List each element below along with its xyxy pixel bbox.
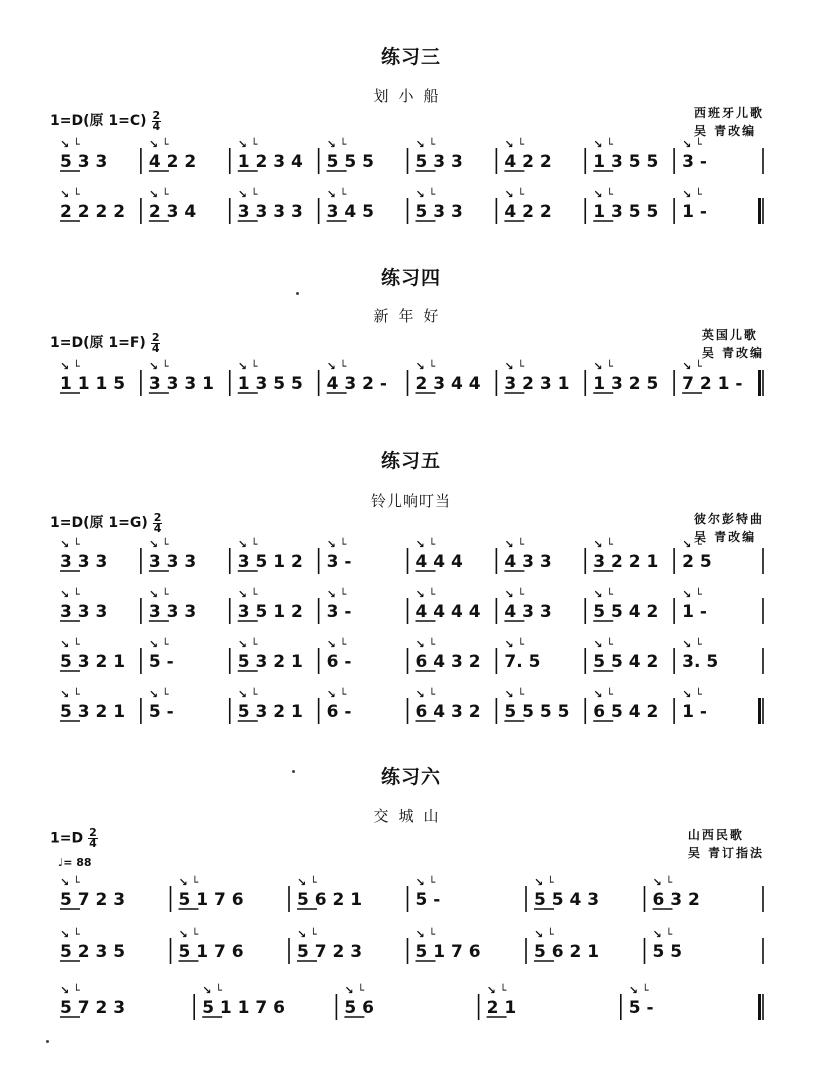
- exercise-title: 练习三: [380, 46, 441, 68]
- bowing-marks: ↘ └: [504, 638, 525, 651]
- notation-svg: [52, 878, 767, 918]
- bowing-marks: ↘ └: [60, 538, 80, 551]
- key-signature: [50, 828, 98, 849]
- bowing-marks: ↘ └: [326, 188, 347, 201]
- bowing-marks: ↘ └: [60, 138, 80, 151]
- measure-notes: 5 -: [148, 702, 174, 722]
- bowing-marks: ↘ └: [326, 688, 347, 701]
- measure-notes: 4 2 2: [504, 202, 552, 222]
- bowing-marks: ↘ └: [682, 138, 702, 151]
- measure-notes: 3 5 1 2: [237, 552, 303, 572]
- bowing-marks: ↘ └: [415, 188, 436, 201]
- measure-notes: 6 4 3 2: [415, 702, 481, 722]
- measure-notes: 3 3 3: [60, 602, 108, 622]
- measure-notes: 3 4 5: [326, 202, 374, 222]
- measure-notes: 6 3 2: [652, 890, 700, 910]
- bowing-marks: ↘ └: [237, 538, 258, 551]
- measure-notes: 5 -: [148, 652, 174, 672]
- staff-line: [52, 590, 767, 630]
- bowing-marks: ↘ └: [60, 360, 80, 373]
- final-bar-line: [758, 698, 761, 724]
- measure-notes: 2 2 2 2: [60, 202, 126, 222]
- time-signature: $\frac{2}{4}$: [152, 108, 161, 133]
- bowing-marks: ↘ └: [534, 928, 554, 941]
- measure-notes: 5 3 2 1: [60, 702, 126, 722]
- measure-notes: 5 3 2 1: [237, 702, 303, 722]
- measure-notes: 1 -: [682, 702, 707, 722]
- measure-notes: 5 3 3: [415, 152, 463, 172]
- measure-notes: 7 2 1 -: [682, 374, 743, 394]
- scan-speck: [296, 292, 299, 295]
- staff-line: [52, 190, 767, 230]
- final-bar-line: [758, 370, 761, 396]
- bowing-marks: ↘ └: [237, 138, 258, 151]
- key-text: 1=D(原 1=F): [50, 335, 146, 351]
- bowing-marks: ↘ └: [593, 538, 613, 551]
- bowing-marks: ↘ └: [504, 538, 525, 551]
- measure-notes: 3 5 1 2: [237, 602, 303, 622]
- measure-notes: 3 3 3 1: [148, 374, 214, 394]
- measure-notes: 3 3 3: [60, 552, 108, 572]
- key-text: 1=D: [50, 830, 84, 847]
- bowing-marks: ↘ └: [415, 876, 436, 889]
- bowing-marks: ↘ └: [652, 928, 673, 941]
- measure-notes: 1 1 1 5: [60, 374, 126, 394]
- measure-notes: 3 2 3 1: [504, 374, 570, 394]
- bowing-marks: ↘ └: [178, 876, 199, 889]
- bowing-marks: ↘ └: [237, 188, 258, 201]
- song-title: 交城山: [373, 807, 449, 825]
- notation-svg: [52, 362, 767, 402]
- bowing-marks: ↘ └: [682, 188, 702, 201]
- measure-notes: 2 3 4 4: [415, 374, 481, 394]
- bowing-marks: ↘ └: [504, 188, 525, 201]
- bowing-marks: ↘ └: [415, 538, 436, 551]
- measure-notes: 5 3 2 1: [237, 652, 303, 672]
- bowing-marks: ↘ └: [237, 638, 258, 651]
- measure-notes: 1 3 5 5: [593, 202, 659, 222]
- bowing-marks: ↘ └: [237, 588, 258, 601]
- measure-notes: 5 3 3: [60, 152, 108, 172]
- bowing-marks: ↘ └: [682, 688, 702, 701]
- notation-svg: [52, 190, 767, 230]
- notation-svg: [52, 640, 767, 680]
- composer-credit: 英国儿歌 吴 青改编: [701, 328, 764, 360]
- bowing-marks: ↘ └: [504, 688, 525, 701]
- measure-notes: 5 -: [415, 890, 441, 910]
- song-title: 新年好: [373, 307, 449, 325]
- measure-notes: 1 3 5 5: [237, 374, 303, 394]
- bowing-marks: ↘ └: [682, 588, 702, 601]
- key-signature: [50, 332, 160, 354]
- time-signature: $\frac{2}{4}$: [151, 330, 160, 355]
- measure-notes: 5 5 5: [326, 152, 374, 172]
- measure-notes: 6 -: [326, 652, 352, 672]
- scan-speck: [46, 1040, 49, 1043]
- tempo-marking: ♩= 88: [58, 856, 92, 869]
- time-signature: $\frac{2}{4}$: [89, 826, 97, 850]
- bowing-marks: ↘ └: [682, 638, 702, 651]
- measure-notes: 2 1: [486, 998, 517, 1018]
- staff-line: [52, 878, 767, 918]
- bowing-marks: ↘ └: [593, 188, 613, 201]
- song-title: 划小船: [373, 87, 449, 105]
- measure-notes: 3 -: [326, 552, 352, 572]
- measure-notes: 1 -: [682, 202, 707, 222]
- measure-notes: 5 7 2 3: [60, 890, 126, 910]
- measure-notes: 5 3 2 1: [60, 652, 126, 672]
- notation-svg: [52, 930, 767, 970]
- measure-notes: 4 2 2: [148, 152, 197, 172]
- bowing-marks: ↘ └: [534, 876, 554, 889]
- exercise-title: 练习五: [380, 450, 441, 472]
- bowing-marks: ↘ └: [504, 360, 525, 373]
- measure-notes: 2 5: [682, 552, 712, 572]
- staff-line: [52, 540, 767, 580]
- bowing-marks: ↘ └: [344, 984, 365, 997]
- measure-notes: 5 6: [344, 998, 374, 1018]
- bowing-marks: ↘ └: [60, 588, 80, 601]
- bowing-marks: ↘ └: [628, 984, 649, 997]
- measure-notes: 1 -: [682, 602, 707, 622]
- measure-notes: 5 6 2 1: [297, 890, 363, 910]
- staff-line: [52, 930, 767, 970]
- time-signature: $\frac{2}{4}$: [153, 510, 162, 535]
- staff-line: [52, 690, 767, 730]
- bowing-marks: ↘ └: [326, 360, 347, 373]
- bowing-marks: ↘ └: [504, 138, 525, 151]
- measure-notes: 5 6 2 1: [534, 942, 600, 962]
- bowing-marks: ↘ └: [326, 138, 347, 151]
- bowing-marks: ↘ └: [593, 360, 613, 373]
- final-bar-line: [758, 994, 761, 1020]
- measure-notes: 5 1 7 6: [178, 942, 244, 962]
- bowing-marks: ↘ └: [148, 588, 169, 601]
- measure-notes: 1 2 3 4: [237, 152, 303, 172]
- measure-notes: 3. 5: [682, 652, 719, 672]
- bowing-marks: ↘ └: [148, 638, 169, 651]
- measure-notes: 5 3 3: [415, 202, 463, 222]
- bowing-marks: ↘ └: [60, 876, 80, 889]
- bowing-marks: ↘ └: [415, 138, 436, 151]
- bowing-marks: ↘ └: [682, 360, 702, 373]
- notation-svg: [52, 540, 767, 580]
- measure-notes: 4 4 4 4: [415, 602, 481, 622]
- bowing-marks: ↘ └: [415, 688, 436, 701]
- measure-notes: 5 7 2 3: [297, 942, 363, 962]
- bowing-marks: ↘ └: [60, 688, 80, 701]
- measure-notes: 3 3 3: [148, 602, 197, 622]
- bowing-marks: ↘ └: [202, 984, 222, 997]
- bowing-marks: ↘ └: [682, 538, 702, 551]
- bowing-marks: ↘ └: [178, 928, 199, 941]
- composer-credit: 彼尔彭特曲 吴 青改编: [693, 512, 764, 544]
- measure-notes: 6 4 3 2: [415, 652, 481, 672]
- bowing-marks: ↘ └: [652, 876, 673, 889]
- bowing-marks: ↘ └: [60, 928, 80, 941]
- measure-notes: 4 4 4: [415, 552, 463, 572]
- measure-notes: 5 5 4 2: [593, 602, 659, 622]
- measure-notes: 4 3 2 -: [326, 374, 387, 394]
- notation-svg: [52, 986, 767, 1026]
- measure-notes: 5 5 5 5: [504, 702, 570, 722]
- notation-svg: [52, 590, 767, 630]
- bowing-marks: ↘ └: [593, 588, 613, 601]
- bowing-marks: ↘ └: [415, 928, 436, 941]
- measure-notes: 4 3 3: [504, 552, 552, 572]
- measure-notes: 5 7 2 3: [60, 998, 126, 1018]
- bowing-marks: ↘ └: [148, 188, 169, 201]
- measure-notes: 1 3 5 5: [593, 152, 659, 172]
- staff-line: [52, 140, 767, 180]
- measure-notes: 6 5 4 2: [593, 702, 659, 722]
- measure-notes: 7. 5: [504, 652, 541, 672]
- measure-notes: 4 2 2: [504, 152, 552, 172]
- measure-notes: 3 -: [682, 152, 707, 172]
- bowing-marks: ↘ └: [60, 984, 80, 997]
- exercise-title: 练习六: [380, 766, 441, 788]
- measure-notes: 5 5 4 3: [534, 890, 600, 910]
- bowing-marks: ↘ └: [148, 538, 169, 551]
- measure-notes: 5 -: [628, 998, 654, 1018]
- measure-notes: 5 5 4 2: [593, 652, 659, 672]
- measure-notes: 3 3 3: [148, 552, 197, 572]
- bowing-marks: ↘ └: [593, 638, 613, 651]
- bowing-marks: ↘ └: [237, 688, 258, 701]
- bowing-marks: ↘ └: [593, 688, 613, 701]
- bowing-marks: ↘ └: [60, 638, 80, 651]
- measure-notes: 3 3 3 3: [237, 202, 303, 222]
- measure-notes: 2 3 4: [148, 202, 197, 222]
- key-signature: [50, 512, 162, 534]
- notation-svg: [52, 140, 767, 180]
- key-text: 1=D(原 1=G): [50, 515, 148, 531]
- composer-credit: 西班牙儿歌 吴 青改编: [693, 106, 764, 138]
- bowing-marks: ↘ └: [326, 538, 347, 551]
- notation-svg: [52, 690, 767, 730]
- bowing-marks: ↘ └: [60, 188, 80, 201]
- bowing-marks: ↘ └: [148, 138, 169, 151]
- measure-notes: 5 1 7 6: [415, 942, 481, 962]
- composer-credit: 山西民歌 吴 青订指法: [687, 828, 764, 860]
- staff-line: [52, 640, 767, 680]
- staff-line: [52, 362, 767, 402]
- bowing-marks: ↘ └: [415, 588, 436, 601]
- key-signature: [50, 110, 161, 132]
- bowing-marks: ↘ └: [297, 928, 317, 941]
- bowing-marks: ↘ └: [326, 588, 347, 601]
- exercise-title: 练习四: [380, 267, 441, 289]
- measure-notes: 5 5: [652, 942, 683, 962]
- bowing-marks: ↘ └: [148, 360, 169, 373]
- measure-notes: 3 -: [326, 602, 352, 622]
- bowing-marks: ↘ └: [504, 588, 525, 601]
- measure-notes: 5 2 3 5: [60, 942, 126, 962]
- bowing-marks: ↘ └: [237, 360, 258, 373]
- staff-line: [52, 986, 767, 1026]
- bowing-marks: ↘ └: [326, 638, 347, 651]
- bowing-marks: ↘ └: [148, 688, 169, 701]
- bowing-marks: ↘ └: [297, 876, 317, 889]
- measure-notes: 4 3 3: [504, 602, 552, 622]
- key-text: 1=D(原 1=C): [50, 113, 147, 129]
- bowing-marks: ↘ └: [415, 360, 436, 373]
- final-bar-line: [758, 198, 761, 224]
- measure-notes: 6 -: [326, 702, 352, 722]
- measure-notes: 3 2 2 1: [593, 552, 659, 572]
- measure-notes: 5 1 1 7 6: [202, 998, 286, 1018]
- bowing-marks: ↘ └: [415, 638, 436, 651]
- measure-notes: 5 1 7 6: [178, 890, 244, 910]
- measure-notes: 1 3 2 5: [593, 374, 659, 394]
- song-title: 铃儿响叮当: [370, 492, 451, 510]
- scan-speck: [292, 770, 295, 773]
- bowing-marks: ↘ └: [593, 138, 613, 151]
- bowing-marks: ↘ └: [486, 984, 507, 997]
